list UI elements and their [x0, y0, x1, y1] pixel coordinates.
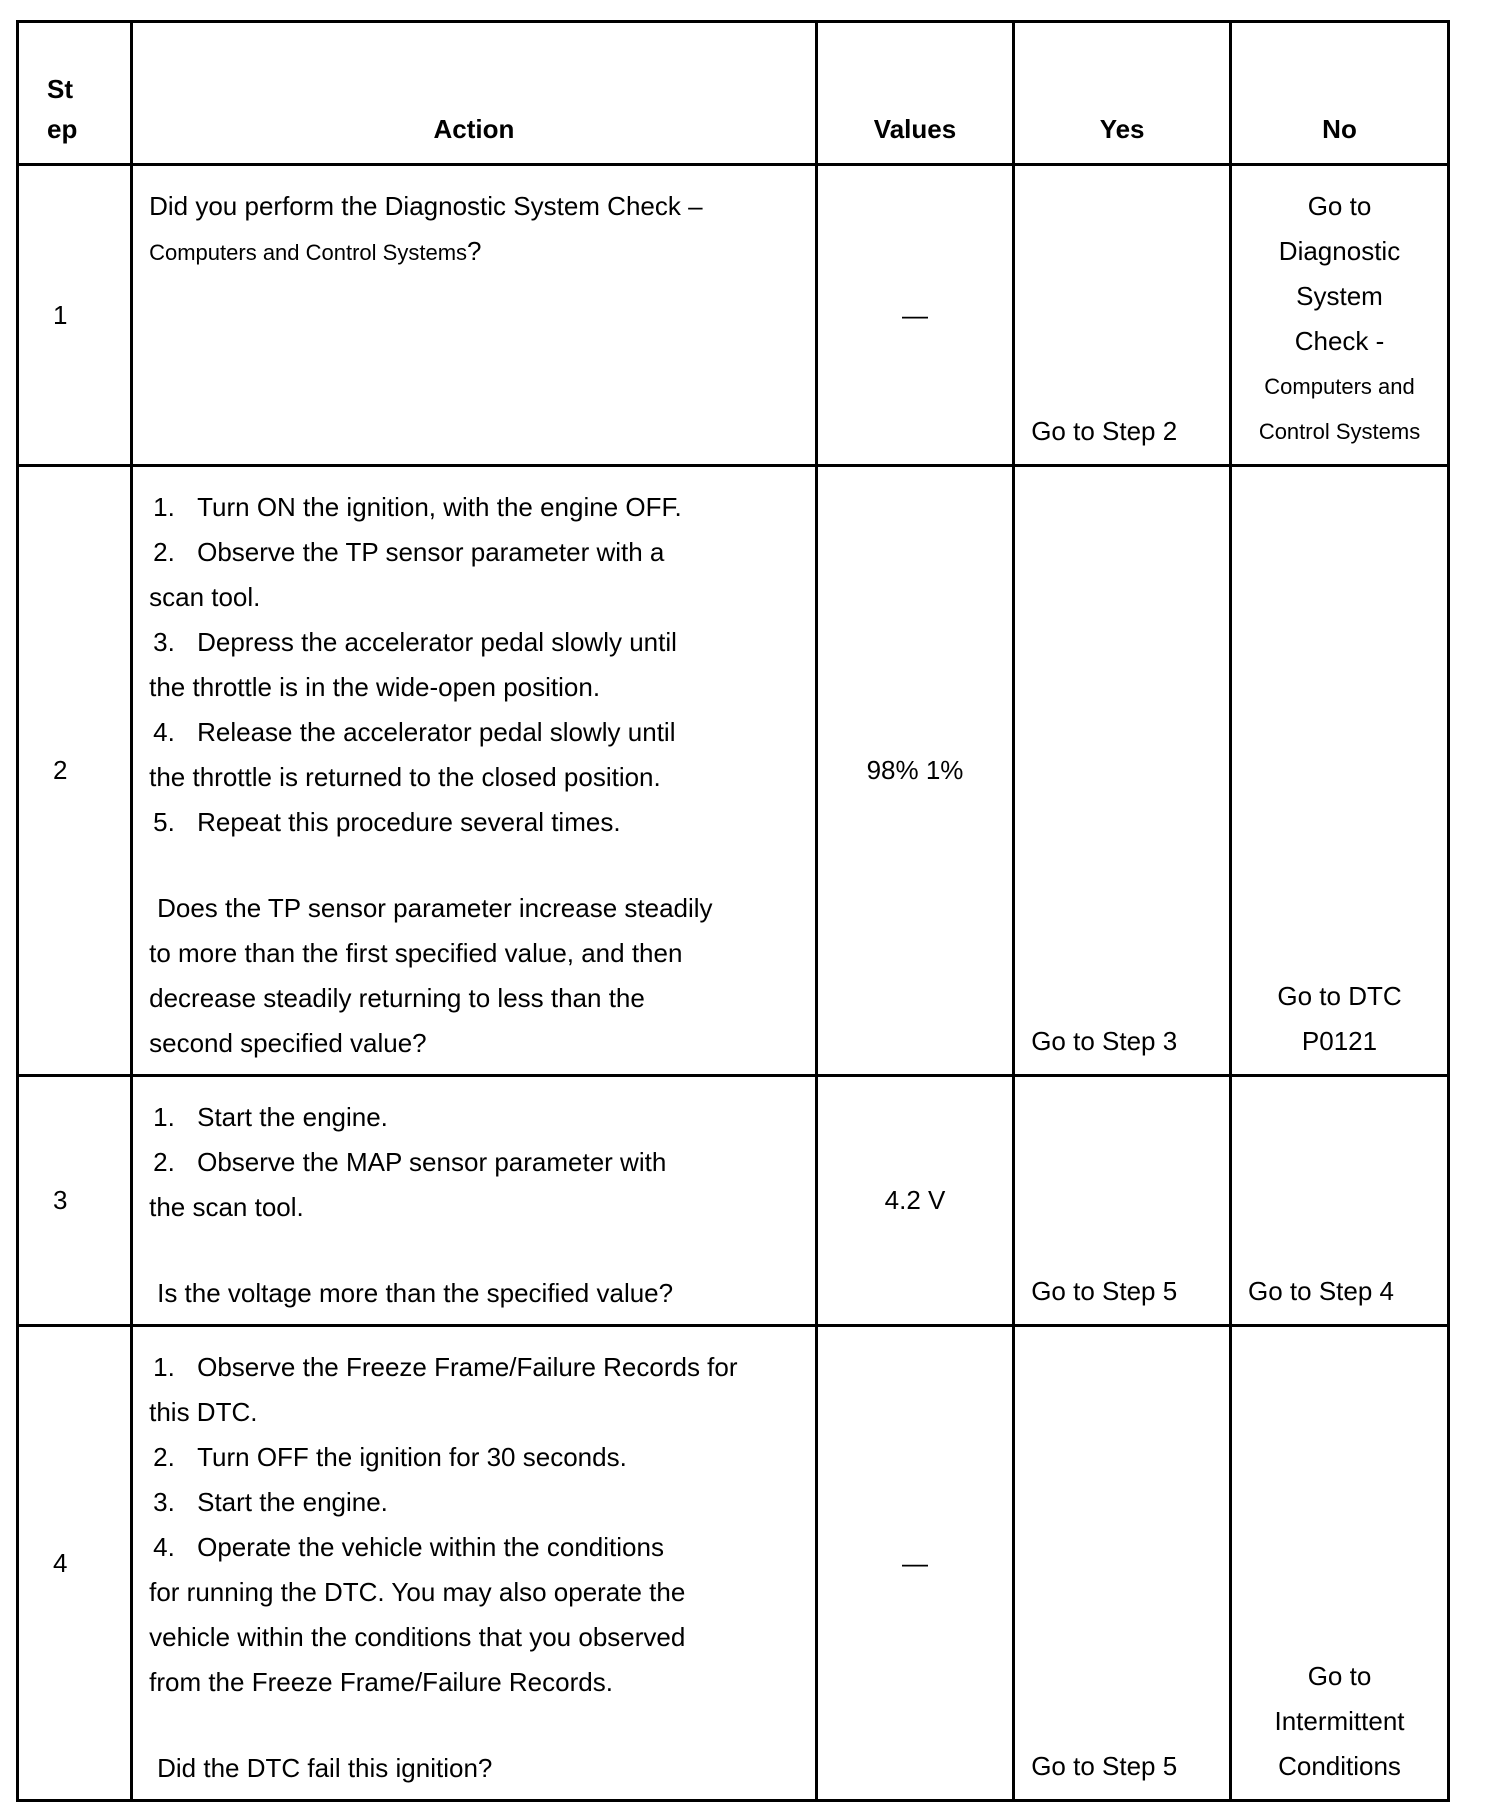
question-line: decrease steadily returning to less than the — [149, 983, 645, 1013]
action-step — [149, 1140, 807, 1185]
step-cont: vehicle within the conditions that you observed — [149, 1622, 686, 1652]
table-row — [18, 1076, 1449, 1326]
question-line: Does the TP sensor parameter increase steadily — [157, 893, 713, 923]
action-step — [149, 1095, 807, 1140]
values-cell: 4.2 V — [816, 1076, 1013, 1326]
step-text: Repeat this procedure several times. — [197, 807, 621, 837]
header-step — [18, 22, 132, 165]
no-line: P0121 — [1301, 1026, 1378, 1056]
action-step — [149, 710, 807, 755]
step-cont: the scan tool. — [149, 1192, 304, 1222]
step-number: 3 — [18, 1076, 132, 1326]
action-step — [149, 1480, 807, 1525]
step-num: 3. — [153, 1487, 175, 1517]
action-cell — [132, 165, 817, 466]
step-text: Observe the TP sensor parameter with a — [197, 537, 665, 567]
action-step — [149, 485, 807, 530]
question-line: Did the DTC fail this ignition? — [157, 1753, 493, 1783]
action-step — [149, 800, 807, 845]
no-line: Conditions — [1278, 1751, 1401, 1781]
yes-cell: Go to Step 5 — [1014, 1326, 1231, 1801]
no-line: System — [1296, 281, 1383, 311]
no-cell: Go to Step 4 — [1231, 1076, 1449, 1326]
action-step — [149, 1525, 807, 1570]
no-line: Go to — [1307, 1661, 1372, 1691]
header-row — [18, 22, 1449, 165]
no-line: Control Systems — [1258, 419, 1421, 444]
no-line: Computers and — [1264, 374, 1415, 399]
step-cont: scan tool. — [149, 582, 261, 612]
step-text: Release the accelerator pedal slowly until — [197, 717, 676, 747]
step-num: 1. — [153, 1352, 175, 1382]
spacer — [149, 1230, 807, 1271]
action-link-text: Computers and Control Systems — [149, 240, 468, 265]
action-cell — [132, 466, 817, 1076]
table-row — [18, 466, 1449, 1076]
yes-cell: Go to Step 5 — [1014, 1076, 1231, 1326]
step-num: 2. — [153, 1147, 175, 1177]
table-row — [18, 1326, 1449, 1801]
values-cell: — — [816, 1326, 1013, 1801]
step-num: 1. — [153, 492, 175, 522]
yes-cell: Go to Step 3 — [1014, 466, 1231, 1076]
action-cell — [132, 1326, 817, 1801]
step-num: 2. — [153, 1442, 175, 1472]
step-num: 3. — [153, 627, 175, 657]
step-num: 5. — [153, 807, 175, 837]
step-num: 4. — [153, 717, 175, 747]
no-cell — [1231, 1326, 1449, 1801]
step-text: Turn OFF the ignition for 30 seconds. — [197, 1442, 627, 1472]
step-number: 2 — [18, 466, 132, 1076]
header-yes: Yes — [1014, 22, 1231, 165]
action-line: Did you perform the Diagnostic System Check – — [149, 191, 703, 221]
step-cont: for running the DTC. You may also operate the — [149, 1577, 686, 1607]
step-num: 2. — [153, 537, 175, 567]
step-text: Observe the Freeze Frame/Failure Records for — [197, 1352, 738, 1382]
step-cont: the throttle is in the wide-open position. — [149, 672, 601, 702]
action-cell — [132, 1076, 817, 1326]
no-line: Intermittent — [1274, 1706, 1405, 1736]
step-cont: from the Freeze Frame/Failure Records. — [149, 1667, 613, 1697]
step-text: Operate the vehicle within the conditions — [197, 1532, 664, 1562]
step-text: Start the engine. — [197, 1102, 388, 1132]
step-text: Turn ON the ignition, with the engine OFF. — [197, 492, 682, 522]
action-suffix: ? — [467, 236, 482, 266]
step-num: 4. — [153, 1532, 175, 1562]
step-cont: this DTC. — [149, 1397, 258, 1427]
action-line — [149, 229, 807, 275]
step-cont: the throttle is returned to the closed position. — [149, 762, 661, 792]
no-line: Check - — [1294, 326, 1385, 356]
question-line: to more than the first specified value, and then — [149, 938, 683, 968]
spacer — [149, 1705, 807, 1746]
no-cell — [1231, 165, 1449, 466]
no-line: Diagnostic — [1278, 236, 1401, 266]
header-step-line1: St — [47, 74, 73, 104]
step-num: 1. — [153, 1102, 175, 1132]
no-cell — [1231, 466, 1449, 1076]
yes-cell: Go to Step 2 — [1014, 165, 1231, 466]
values-cell: 98% 1% — [816, 466, 1013, 1076]
step-number: 1 — [18, 165, 132, 466]
spacer — [149, 845, 807, 886]
header-step-line2: ep — [47, 114, 78, 144]
table-row — [18, 165, 1449, 466]
header-values: Values — [816, 22, 1013, 165]
action-step — [149, 1435, 807, 1480]
question-line: Is the voltage more than the specified value? — [157, 1278, 674, 1308]
action-step — [149, 620, 807, 665]
step-number: 4 — [18, 1326, 132, 1801]
step-text: Observe the MAP sensor parameter with — [197, 1147, 667, 1177]
step-text: Start the engine. — [197, 1487, 388, 1517]
step-text: Depress the accelerator pedal slowly until — [197, 627, 677, 657]
action-step — [149, 530, 807, 575]
diagnostic-table — [16, 20, 1450, 1802]
action-step — [149, 1345, 807, 1390]
values-cell: — — [816, 165, 1013, 466]
header-no: No — [1231, 22, 1449, 165]
no-line: Go to — [1307, 191, 1372, 221]
question-line: second specified value? — [149, 1028, 427, 1058]
no-line: Go to DTC — [1277, 981, 1402, 1011]
header-action: Action — [132, 22, 817, 165]
